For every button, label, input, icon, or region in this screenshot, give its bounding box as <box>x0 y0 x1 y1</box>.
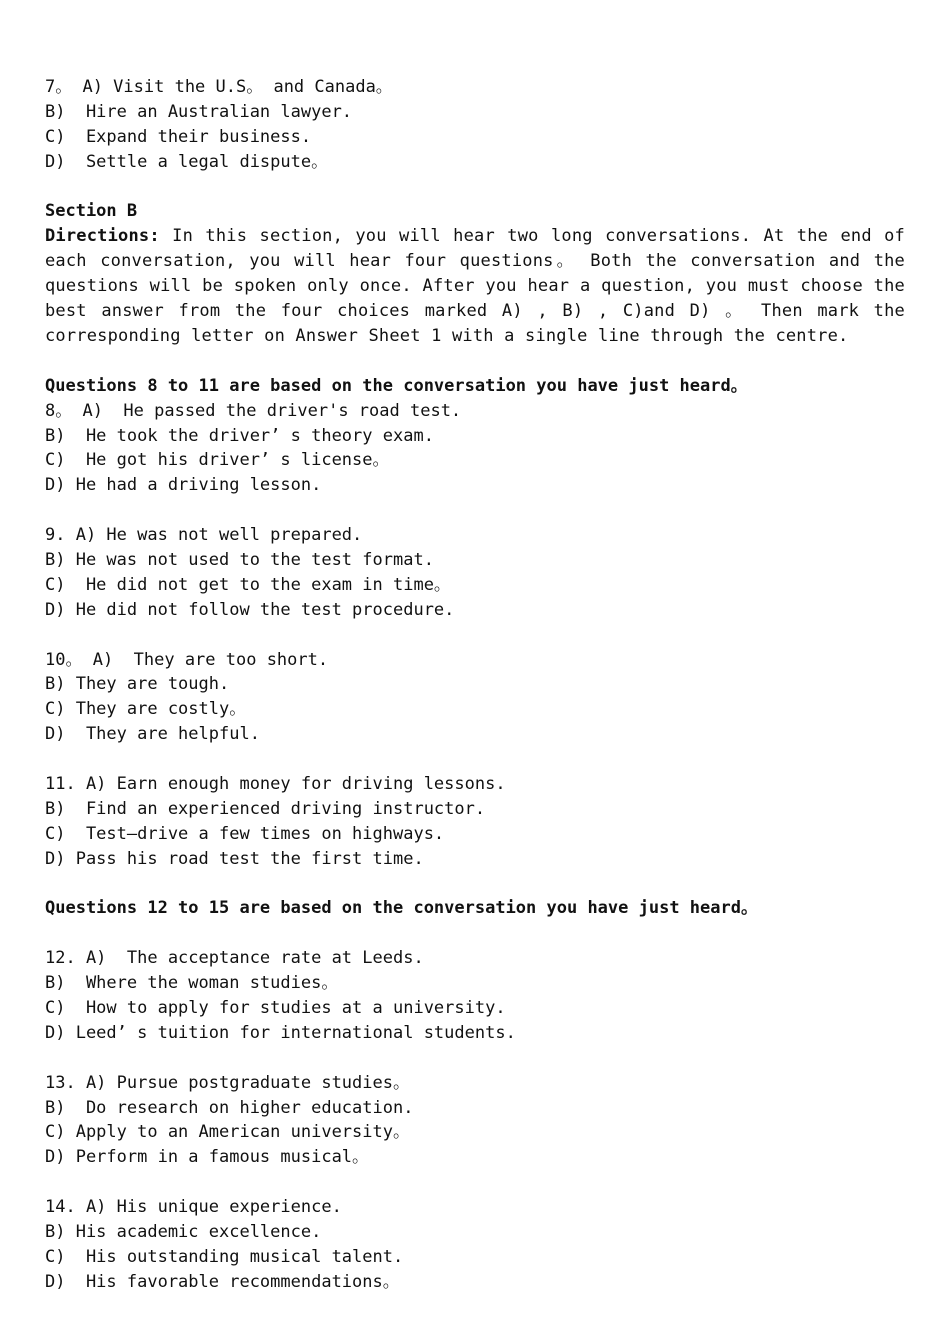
question-7-option-c: C) Expand their business. <box>45 126 312 147</box>
question-11-option-d: D) Pass his road test the first time. <box>45 848 424 869</box>
question-9-option-c: C) He did not get to the exam in time。 <box>45 574 451 595</box>
question-12-option-c: C) How to apply for studies at a university. <box>45 998 506 1019</box>
question-8-option-a: 8。 A) He passed the driver's road test. <box>45 400 462 421</box>
spacer <box>45 747 905 772</box>
question-7-option-a: 7。 A) Visit the U.S。 and Canada。 <box>45 77 393 97</box>
directions-label: Directions: <box>45 226 160 247</box>
spacer <box>45 872 905 897</box>
group-2-heading: Questions 12 to 15 are based on the conversation you have just heard。 <box>45 898 758 919</box>
question-8-option-c: C) He got his driver’ s license。 <box>45 450 390 471</box>
spacer <box>45 1170 905 1195</box>
question-13-option-c: C) Apply to an American university。 <box>45 1122 410 1143</box>
question-8 <box>45 399 905 499</box>
question-13 <box>45 1071 905 1171</box>
question-7-option-b: B) Hire an Australian lawyer. <box>45 101 353 122</box>
question-11-option-c: C) Test—drive a few times on highways. <box>45 823 445 844</box>
group-1-heading: Questions 8 to 11 are based on the conversation you have just heard。 <box>45 375 748 396</box>
question-9-option-b: B) He was not used to the test format. <box>45 550 434 570</box>
question-7 <box>45 75 905 175</box>
question-13-option-b: B) Do research on higher education. <box>45 1097 414 1118</box>
question-14-option-a: 14. A) His unique experience. <box>45 1197 342 1218</box>
question-10-option-a: 10。 A) They are too short. <box>45 649 329 670</box>
question-14-option-d: D) His favorable recommendations。 <box>45 1271 400 1292</box>
question-12-option-b: B) Where the woman studies。 <box>45 973 339 994</box>
spacer <box>45 349 905 374</box>
section-b-title: Section B <box>45 201 138 222</box>
question-10-option-c: C) They are costly。 <box>45 699 247 720</box>
question-9 <box>45 523 905 623</box>
question-11-option-b: B) Find an experienced driving instructor. <box>45 798 486 819</box>
question-14-option-b: B) His academic excellence. <box>45 1222 322 1243</box>
document-page <box>45 75 905 1295</box>
question-9-option-a: 9. A) He was not well prepared. <box>45 525 363 546</box>
question-10 <box>45 648 905 748</box>
question-13-option-a: 13. A) Pursue postgraduate studies。 <box>45 1072 410 1093</box>
question-7-option-d: D) Settle a legal dispute。 <box>45 151 329 172</box>
question-11-option-a: 11. A) Earn enough money for driving lessons. <box>45 774 506 795</box>
spacer <box>45 921 905 946</box>
spacer <box>45 1046 905 1071</box>
spacer <box>45 175 905 200</box>
question-11 <box>45 772 905 872</box>
question-8-option-d: D) He had a driving lesson. <box>45 475 322 496</box>
question-8-option-b: B) He took the driver’ s theory exam. <box>45 425 434 446</box>
question-14-option-c: C) His outstanding musical talent. <box>45 1246 404 1267</box>
question-10-option-b: B) They are tough. <box>45 674 230 695</box>
question-14 <box>45 1195 905 1295</box>
question-12-option-a: 12. A) The acceptance rate at Leeds. <box>45 948 424 969</box>
question-9-option-d: D) He did not follow the test procedure. <box>45 599 455 620</box>
directions-text: In this section, you will hear two long conversations. At the end of each conversation, you will hear four questions。 Both the conversation and the questions will be spoken only once. After you hear a question, you must choose the best answer from the four choices marked A) , B) , C)and D) 。 Then mark the corresponding letter on Answer Sheet 1 with a single line through the centre. <box>45 226 905 346</box>
question-12-option-d: D) Leed’ s tuition for international students. <box>45 1022 516 1043</box>
question-13-option-d: D) Perform in a famous musical。 <box>45 1147 370 1168</box>
section-b-directions <box>45 224 905 349</box>
question-12 <box>45 946 905 1046</box>
spacer <box>45 498 905 523</box>
question-10-option-d: D) They are helpful. <box>45 724 260 745</box>
spacer <box>45 623 905 648</box>
